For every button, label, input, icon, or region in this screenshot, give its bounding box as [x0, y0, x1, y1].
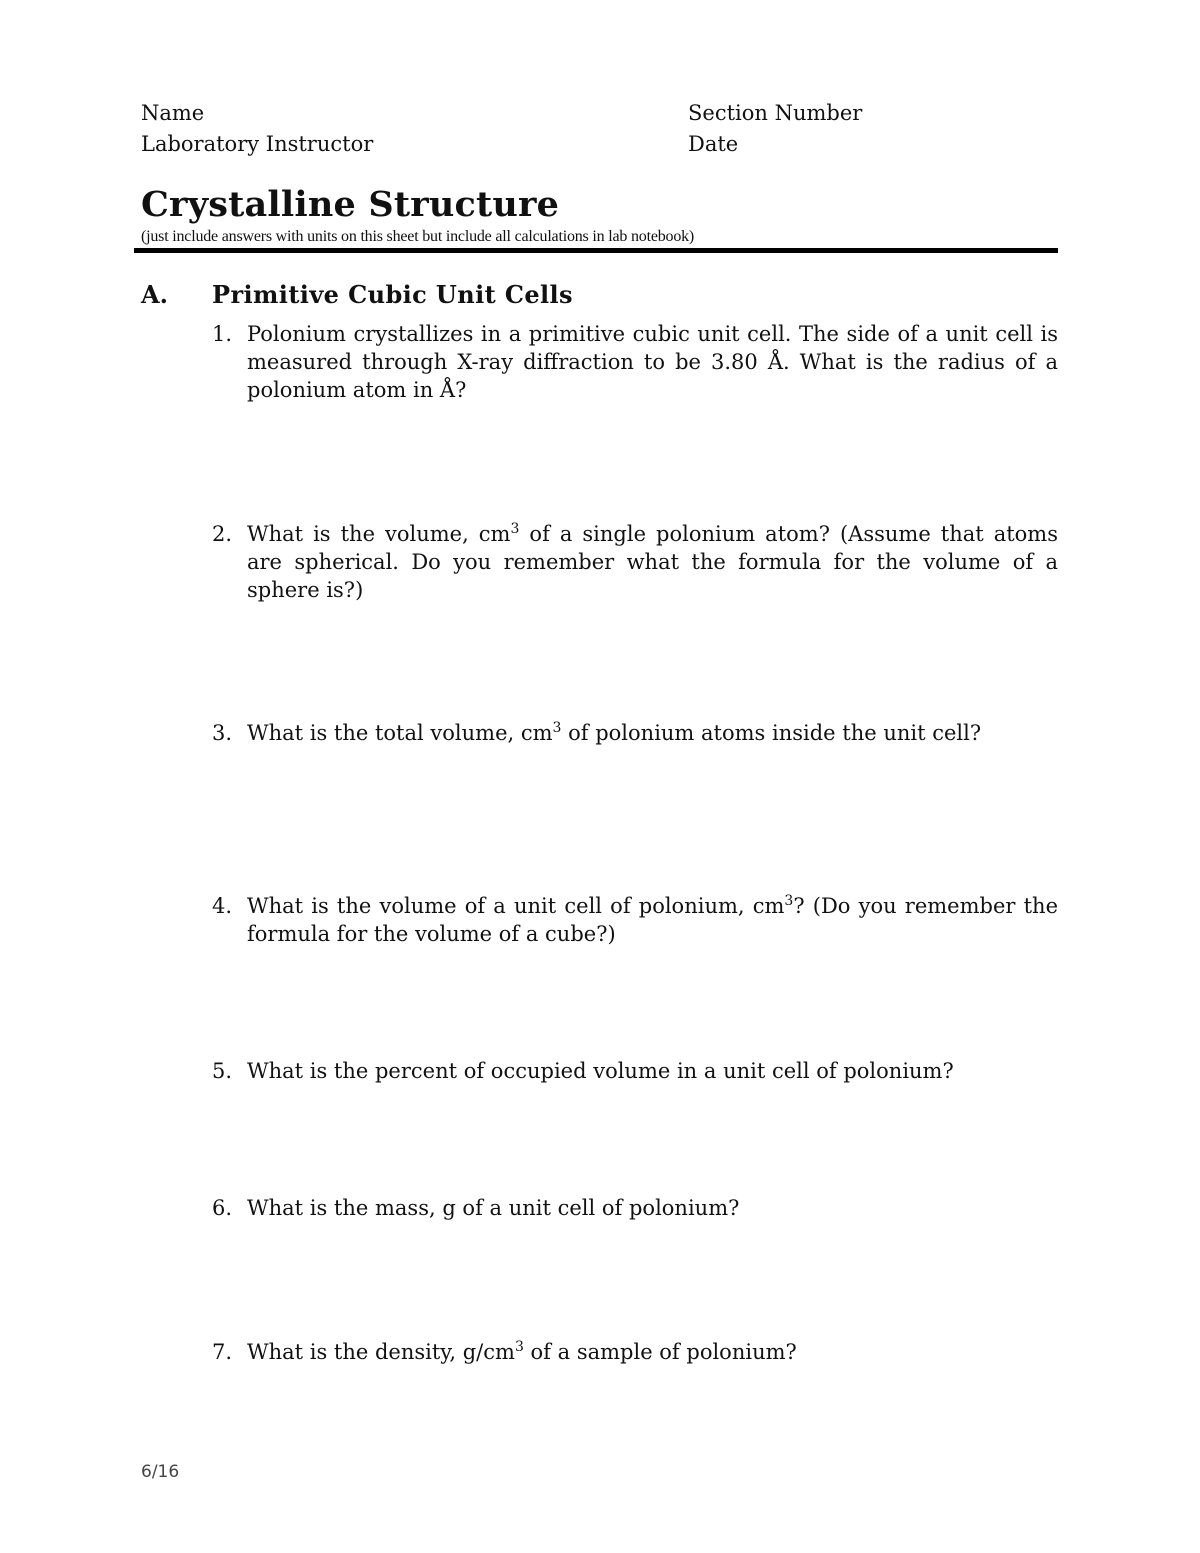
question-number: 3. — [212, 721, 233, 745]
question-number: 1. — [212, 322, 233, 346]
question-5 — [212, 1057, 1058, 1085]
page-number: 6/16 — [141, 1462, 180, 1482]
question-number: 6. — [212, 1196, 233, 1220]
date-label: Date — [688, 132, 739, 156]
question-2 — [212, 520, 1058, 604]
section-number-label: Section Number — [688, 101, 863, 125]
question-6 — [212, 1194, 1058, 1222]
question-text: What is the volume of a unit cell of polonium, $cm^3$? (Do you remember the formula for the volume of a cube?) — [247, 893, 1058, 946]
question-3 — [212, 719, 1058, 747]
question-text: What is the density, $g/cm^3$ of a sample of polonium? — [247, 1339, 797, 1364]
question-number: 4. — [212, 894, 233, 918]
question-text: Polonium crystallizes in a primitive cubic unit cell. The side of a unit cell is measured through X-ray diffraction to be 3.80 Å. What is the radius of a polonium atom in Å? — [247, 322, 1058, 402]
question-number: 2. — [212, 522, 233, 546]
question-4 — [212, 892, 1058, 948]
name-label: Name — [141, 101, 205, 125]
question-text: What is the volume, $cm^3$ of a single polonium atom? (Assume that atoms are spherical. Do you remember what the formula for the volume of a sphere is?) — [247, 521, 1059, 602]
page-subtitle: (just include answers with units on this sheet but include all calculations in lab notebook) — [141, 228, 695, 245]
question-text: What is the total volume, $cm^3$ of polonium atoms inside the unit cell? — [247, 720, 982, 745]
title-rule — [134, 248, 1058, 253]
question-text: What is the percent of occupied volume in a unit cell of polonium? — [247, 1059, 954, 1083]
question-7 — [212, 1338, 1058, 1366]
question-number: 7. — [212, 1340, 233, 1364]
instructor-label: Laboratory Instructor — [141, 132, 374, 156]
question-number: 5. — [212, 1059, 233, 1083]
section-title: Primitive Cubic Unit Cells — [212, 280, 573, 309]
question-1 — [212, 320, 1058, 404]
section-letter: A. — [141, 280, 168, 309]
question-text: What is the mass, g of a unit cell of polonium? — [247, 1196, 740, 1220]
page-title: Crystalline Structure — [141, 184, 560, 225]
